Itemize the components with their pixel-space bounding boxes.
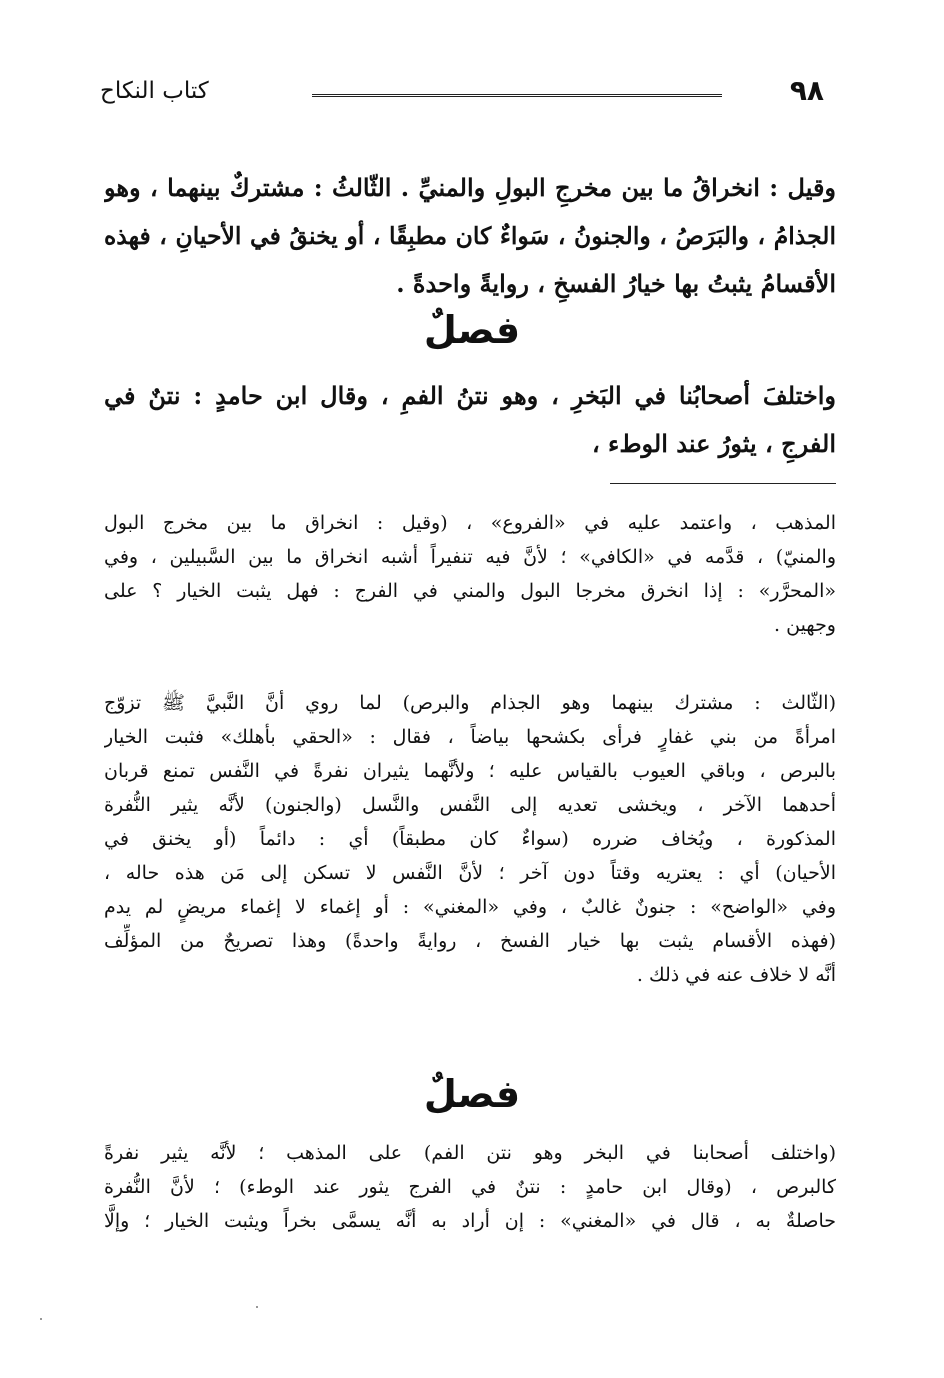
commentary-separator [610, 483, 836, 484]
sharh-paragraph-2 [104, 686, 836, 992]
text-line: امرأةً من بني غفارٍ فرأى بكشحها بياضاً ، فقال : «الحقي بأهلك» فثبت الخيار [104, 726, 836, 748]
text-line: وقيل : انخراقُ ما بين مخرجِ البولِ والمنيِّ . الثّالثُ : مشتركٌ بينهما ، وهو [104, 173, 836, 202]
text-line: بالبرص ، وباقي العيوب بالقياس عليه ؛ ولأنَّهما يثيران نفرةً في النَّفس تمنع قربان [104, 760, 836, 782]
text-line: حاصلةٌ به ، قال في «المغني» : إن أراد به أنَّه يسمَّى بخراً ويثبت الخيار ؛ وإلَّا [104, 1210, 836, 1232]
text-line: (واختلف أصحابنا في البخر وهو نتن الفم) على المذهب ؛ لأنَّه يثير نفرةً [104, 1142, 836, 1164]
text-line: الجذامُ ، والبَرَصُ ، والجنونُ ، سَواءٌ كان مطبِقًا ، أو يخنقُ في الأحيانِ ، فهذه [104, 222, 836, 250]
header-rule [312, 94, 722, 97]
section-heading-fasl: فصلٌ [423, 308, 521, 352]
text-line: أحدهما الآخر ، ويخشى تعديه إلى النَّفس والنَّسل (والجنون) لأنَّه يثير النُّفرة [104, 794, 836, 816]
scan-speck [256, 1306, 258, 1308]
sharh-paragraph-1 [104, 506, 836, 642]
text-line: كالبرص ، (وقال ابن حامدٍ : نتنٌ في الفرج يثور عند الوطء) ؛ لأنَّ النُّفرة [104, 1176, 836, 1198]
text-line: (الثّالث : مشترك بينهما وهو الجذام والبرص) لما روي أنَّ النَّبيَّ ﷺ تزوّج [104, 692, 836, 714]
section-heading-fasl: فصلٌ [423, 1072, 521, 1116]
book-title: كتاب النكاح [100, 78, 209, 104]
text-line: الفرجِ ، يثورُ عند الوطء ، [591, 429, 836, 458]
text-line: المذكورة ، ويُخاف ضرره (سواءٌ كان مطبقاً) أي : دائماً (أو يخنق في [104, 828, 836, 850]
matn-paragraph-1 [104, 164, 836, 308]
text-line: الأقسامُ يثبتُ بها خيارُ الفسخِ ، روايةً واحدةً . [396, 269, 836, 298]
text-line: «المحرَّر» : إذا انخرق مخرجا البول والمني في الفرج : فهل يثبت الخيار ؟ على [104, 580, 836, 602]
text-line: وفي «الواضح» : جنونٌ غالبٌ ، وفي «المغني» : أو إغماء لا إغماء مريضٍ لم يدم [104, 896, 836, 918]
text-line: الأحيان) أي : يعتريه وقتاً دون آخر ؛ لأنَّ النَّفس لا تسكن إلى مَن هذه حاله ، [104, 862, 836, 884]
scan-speck [40, 1318, 42, 1320]
text-line: والمنيّ) ، قدَّمه في «الكافي» ؛ لأنَّ فيه تنفيراً أشبه انخراق ما بين السَّبيلين ، وفي [104, 546, 836, 568]
text-line: المذهب ، واعتمد عليه في «الفروع» ، (وقيل : انخراق ما بين مخرج البول [104, 512, 836, 534]
page-header [100, 72, 830, 116]
text-line: أنَّه لا خلاف عنه في ذلك . [636, 964, 836, 986]
text-line: وجهين . [774, 614, 836, 636]
sharh-paragraph-3 [104, 1136, 836, 1238]
text-line: واختلفَ أصحابُنا في البَخرِ ، وهو نتنُ الفمِ ، وقال ابن حامدٍ : نتنٌ في [104, 381, 836, 410]
text-line: (فهذه الأقسام يثبت بها خيار الفسخ ، روايةً واحدةً) وهذا تصريحٌ من المؤلِّف [104, 930, 836, 952]
matn-paragraph-2 [104, 372, 836, 468]
page-number: ٩٨ [789, 74, 824, 107]
